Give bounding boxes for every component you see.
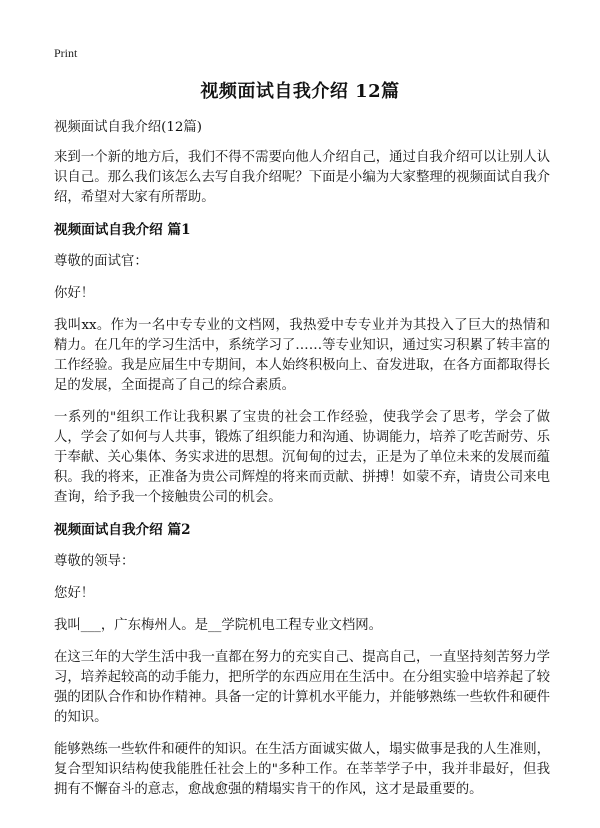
section-heading-2: 视频面试自我介绍 篇2 xyxy=(54,522,191,538)
section-1-paragraph-2: 一系列的"组织工作让我积累了宝贵的社会工作经验，使我学会了思考，学会了做人，学会了如何与人共事，锻炼了组织能力和沟通、协调能力，培养了吃苦耐劳、乐于奉献、关心集体、务实求进的思想。沉甸甸的过去，正是为了单位未来的发展而蕴积。我的将来，正准备为贵公司辉煌的将来而贡献、拼搏！如蒙不弃，请贵公司来电查询，给予我一个接触贵公司的机会。 xyxy=(54,410,550,505)
section-1-salutation: 尊敬的面试官： xyxy=(54,254,148,269)
section-1-greeting: 你好！ xyxy=(54,286,95,301)
section-2-greeting: 您好！ xyxy=(54,586,95,601)
section-2-paragraph-1: 我叫___，广东梅州人。是__学院机电工程专业文档网。 xyxy=(54,618,383,633)
document-title: 视频面试自我介绍 12篇 xyxy=(200,81,400,102)
intro-paragraph: 来到一个新的地方后，我们不得不需要向他人介绍自己，通过自我介绍可以让别人认识自己。那么我们该怎么去写自我介绍呢？下面是小编为大家整理的视频面试自我介绍，希望对大家有所帮助。 xyxy=(54,150,550,205)
print-link[interactable]: Print xyxy=(54,46,78,60)
section-1-paragraph-1: 我叫xx。作为一名中专专业的文档网，我热爱中专专业并为其投入了巨大的热情和精力。在几年的学习生活中，系统学习了……等专业知识，通过实习积累了转丰富的工作经验。我是应届生中专期间，本人始终积极向上、奋发进取，在各方面都取得长足的发展，全面提高了自己的综合素质。 xyxy=(54,318,550,393)
section-2-paragraph-3: 能够熟练一些软件和硬件的知识。在生活方面诚实做人，塌实做事是我的人生准则，复合型知识结构使我能胜任社会上的"多种工作。在莘莘学子中，我并非最好，但我拥有不懈奋斗的意志，愈战愈强的精塌实肯干的作风，这才是最重要的。 xyxy=(54,742,550,797)
section-heading-1: 视频面试自我介绍 篇1 xyxy=(54,222,191,238)
section-2-paragraph-2: 在这三年的大学生活中我一直都在努力的充实自己、提高自己，一直坚持刻苦努力学习，培养起较高的动手能力，把所学的东西应用在生活中。在分组实验中培养起了较强的团队合作和协作精神。具备一定的计算机水平能力，并能够熟练一些软件和硬件的知识。 xyxy=(54,650,550,725)
document-subtitle: 视频面试自我介绍(12篇) xyxy=(54,120,203,135)
section-2-salutation: 尊敬的领导： xyxy=(54,554,135,569)
document-body xyxy=(54,118,550,812)
